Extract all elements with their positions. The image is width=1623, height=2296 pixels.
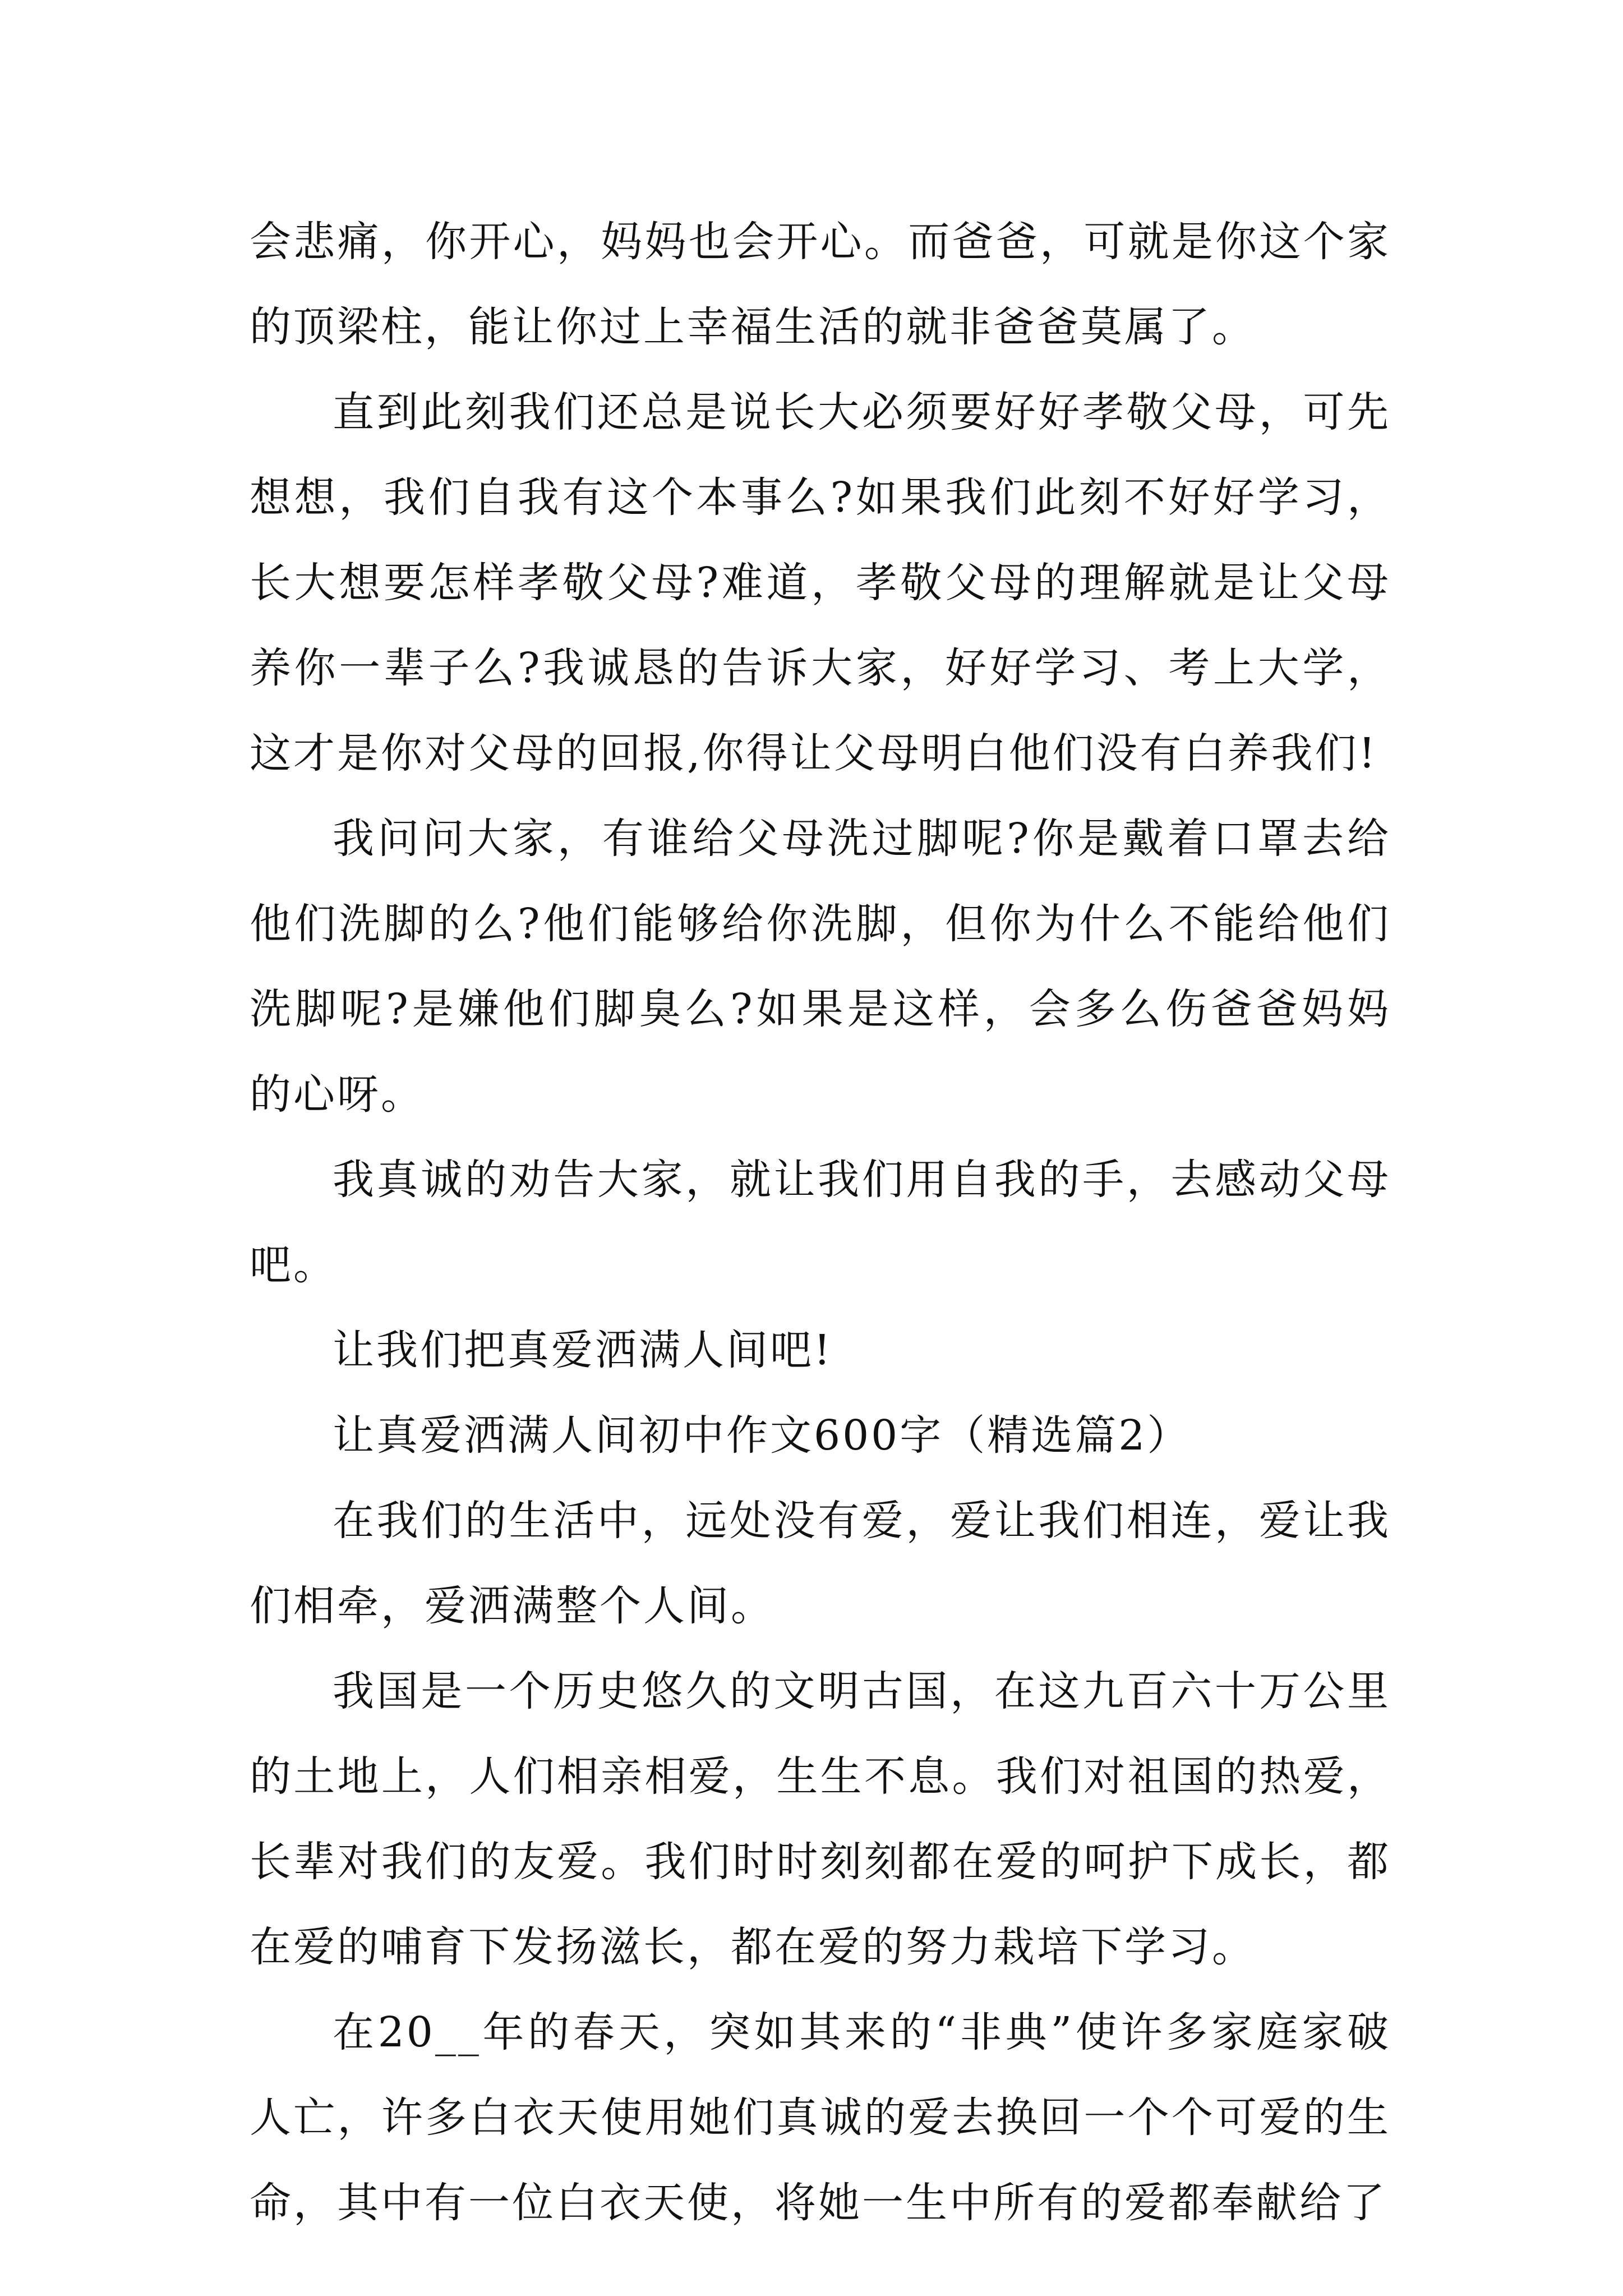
paragraph-9: 在20__年的春天，突如其来的“非典”使许多家庭家破人亡，许多白衣天使用她们真诚的爱去换回一个个可爱的生命，其中有一位白衣天使，将她一生中所有的爱都奉献给了 [250,2008,1391,2227]
paragraph-2: 直到此刻我们还总是说长大必须要好好孝敬父母，可先想想，我们自我有这个本事么?如果我们此刻不好好学习，长大想要怎样孝敬父母?难道，孝敬父母的理解就是让父母养你一辈子么?我诚恳的告诉大家，好好学习、考上大学，这才是你对父母的回报,你得让父母明白他们没有白养我们! [250,388,1391,777]
body-text [250,199,1391,2246]
paragraph-5: 让我们把真爱洒满人间吧! [333,1326,833,1374]
section-heading: 让真爱洒满人间初中作文600字（精选篇2） [333,1411,1191,1460]
paragraph-4: 我真诚的劝告大家，就让我们用自我的手，去感动父母吧。 [250,1156,1391,1289]
paragraph-7: 在我们的生活中，远处没有爱，爱让我们相连，爱让我们相牵，爱洒满整个人间。 [250,1497,1391,1630]
paragraph-8: 我国是一个历史悠久的文明古国，在这九百六十万公里的土地上，人们相亲相爱，生生不息。我们对祖国的热爱，长辈对我们的友爱。我们时时刻刻都在爱的呵护下成长，都在爱的哺育下发扬滋长，都在爱的努力栽培下学习。 [250,1667,1391,1971]
paragraph-1: 会悲痛，你开心，妈妈也会开心。而爸爸，可就是你这个家的顶梁柱，能让你过上幸福生活的就非爸爸莫属了。 [250,218,1391,351]
paragraph-3: 我问问大家，有谁给父母洗过脚呢?你是戴着口罩去给他们洗脚的么?他们能够给你洗脚，但你为什么不能给他们洗脚呢?是嫌他们脚臭么?如果是这样，会多么伤爸爸妈妈的心呀。 [250,815,1391,1119]
